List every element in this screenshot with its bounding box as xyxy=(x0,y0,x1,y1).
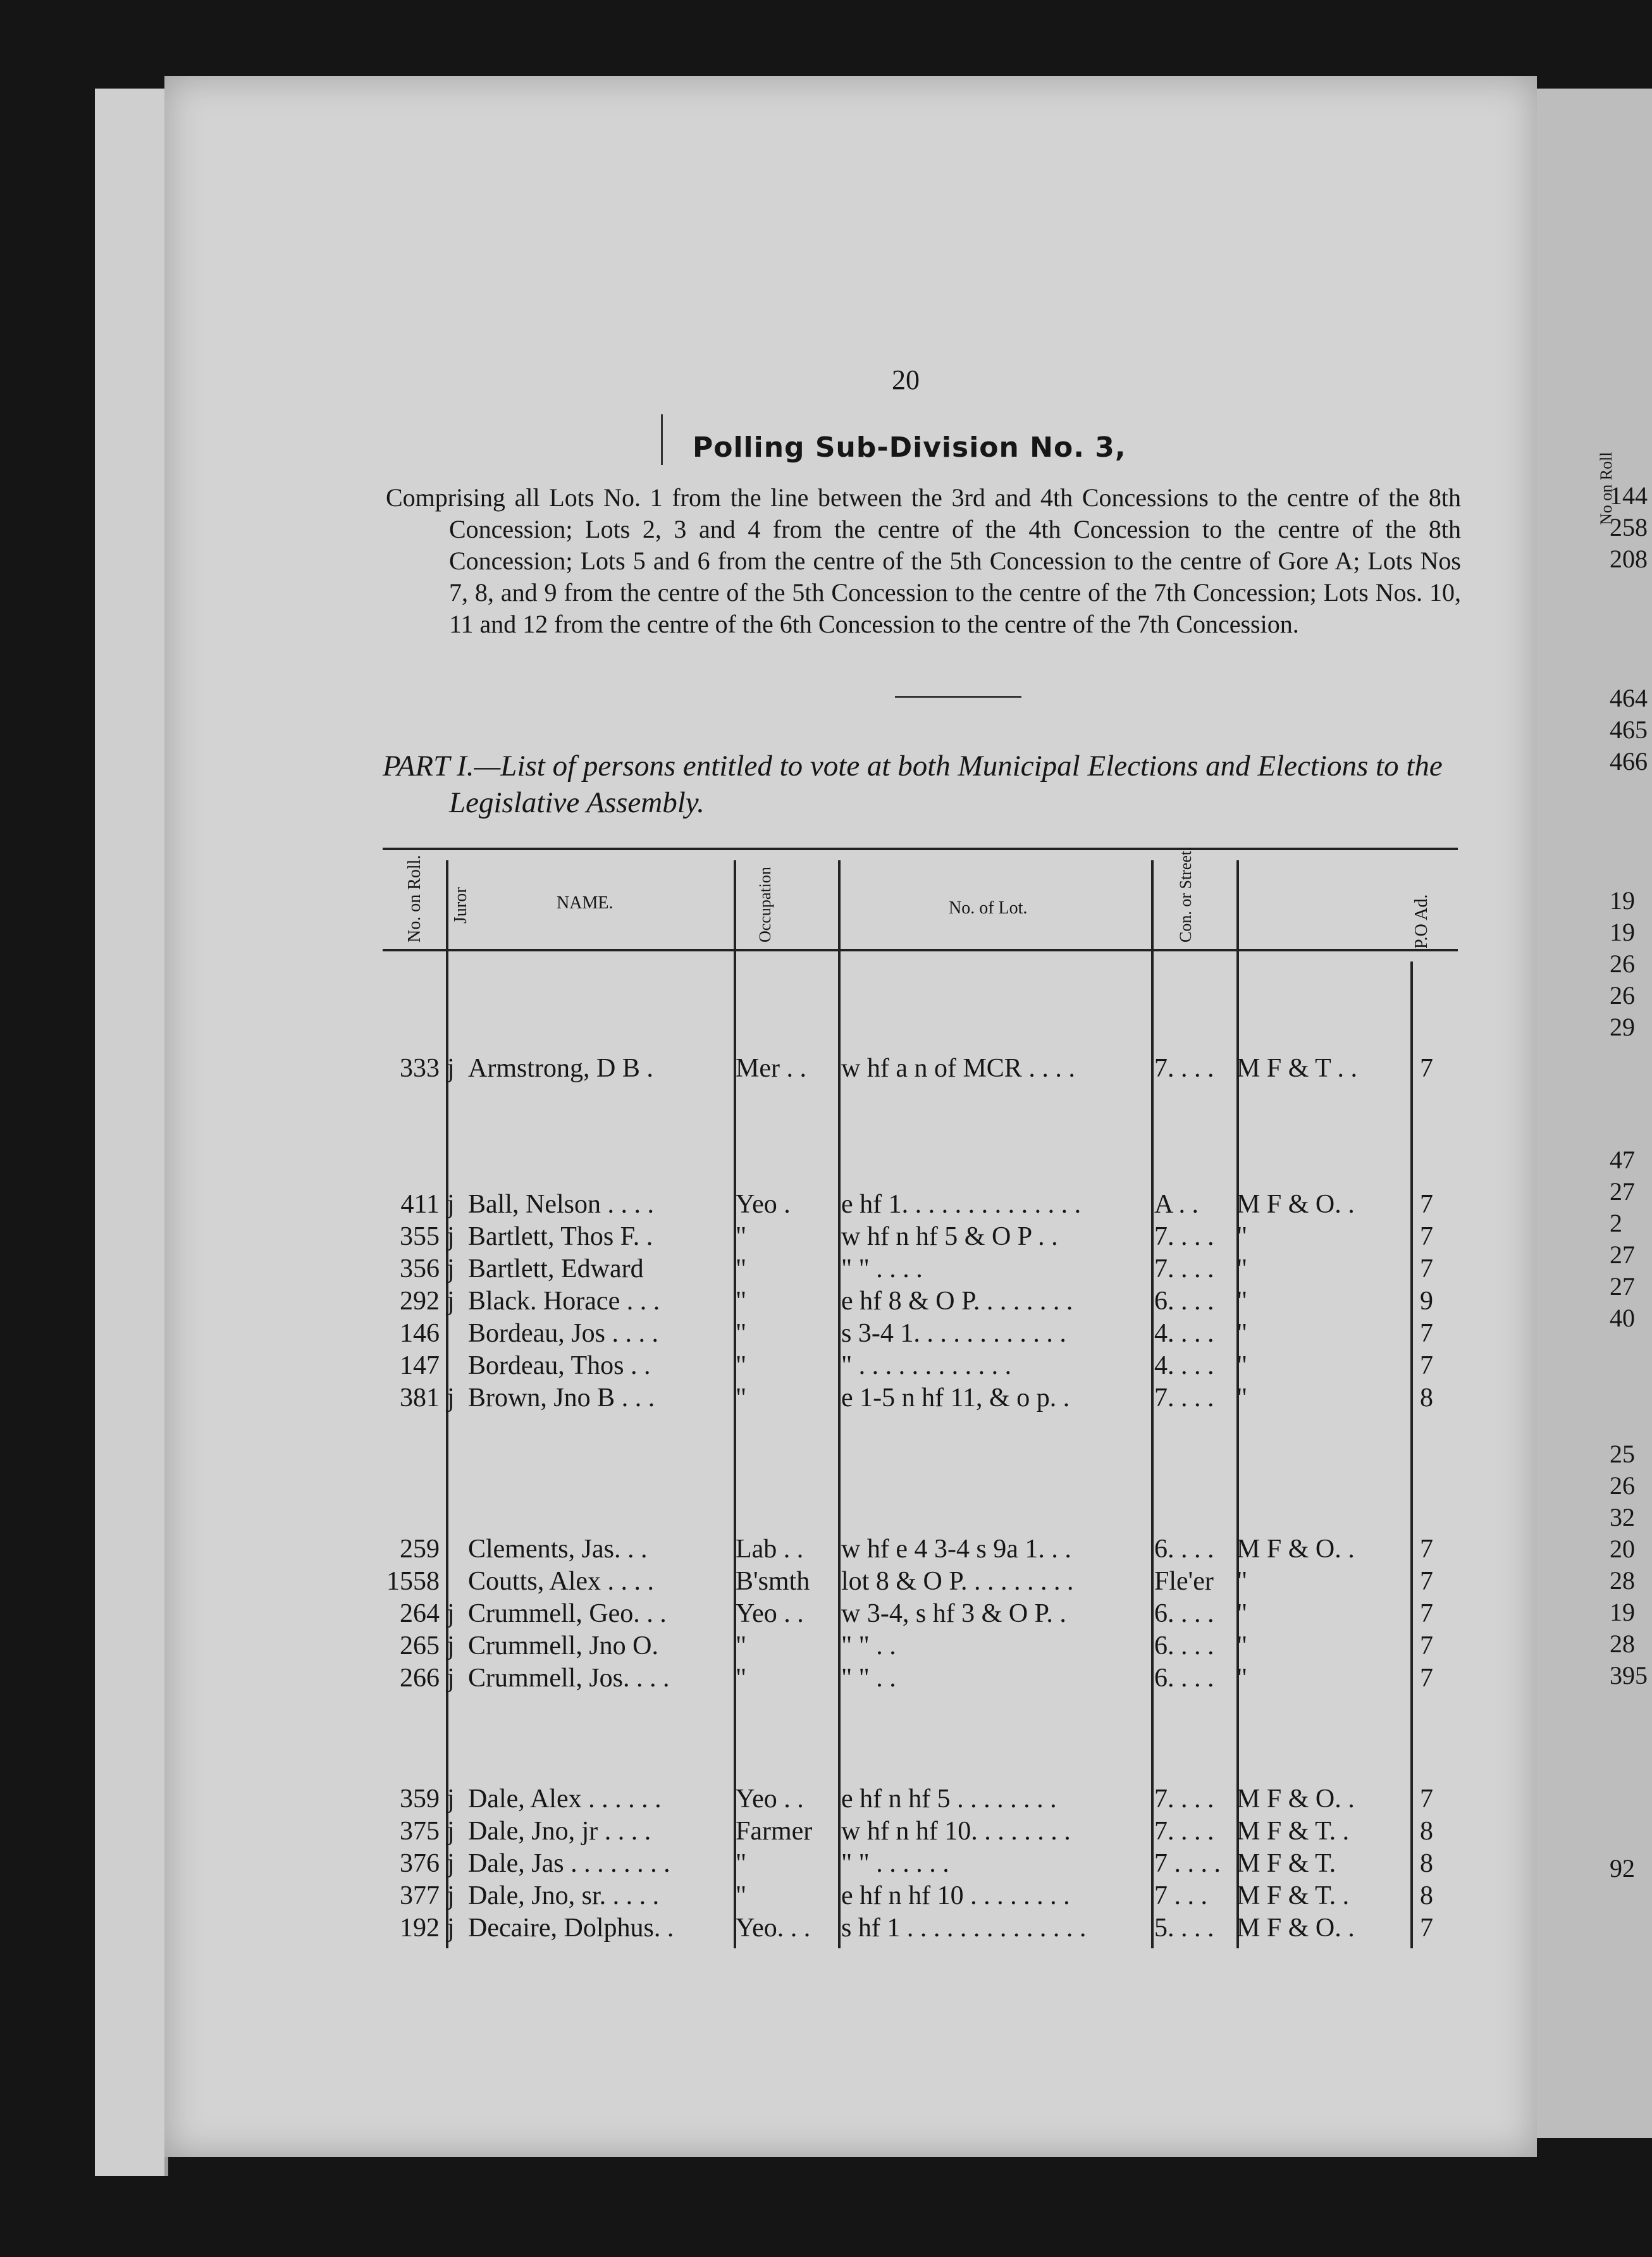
voter-name: Bordeau, Thos . . xyxy=(468,1351,651,1380)
roll-number: 377 xyxy=(400,1881,440,1910)
roll-number: 1558 xyxy=(386,1567,440,1596)
table-row xyxy=(0,1383,1652,1418)
roll-number: 411 xyxy=(400,1190,440,1219)
roll-number: 355 xyxy=(400,1222,440,1251)
voter-name: Bartlett, Edward xyxy=(468,1254,644,1283)
juror-mark: j xyxy=(447,1817,455,1846)
occupation: " xyxy=(736,1881,747,1910)
concession: 6. . . . xyxy=(1154,1599,1214,1628)
lot-number: e 1-5 n hf 11, & o p. . xyxy=(841,1383,1070,1413)
po-address: 7 xyxy=(1420,1599,1433,1628)
lot-number: " " . . . . xyxy=(841,1254,923,1283)
adjacent-number: 28 xyxy=(1610,1629,1635,1658)
occupation: B'smth xyxy=(736,1567,810,1596)
street: M F & O. . xyxy=(1236,1190,1355,1219)
occupation: Lab . . xyxy=(736,1535,804,1564)
header-juror: Juror xyxy=(451,887,471,924)
part-heading xyxy=(383,748,1458,821)
po-address: 7 xyxy=(1420,1254,1433,1283)
table-row xyxy=(0,1848,1652,1884)
voter-name: Black. Horace . . . xyxy=(468,1287,660,1316)
street: " xyxy=(1236,1319,1248,1348)
roll-number: 356 xyxy=(400,1254,440,1283)
adjacent-number: 28 xyxy=(1610,1566,1635,1595)
street: M F & T. . xyxy=(1236,1817,1350,1846)
lot-number: e hf 8 & O P. . . . . . . . xyxy=(841,1287,1073,1316)
header-occupation: Occupation xyxy=(756,867,774,943)
adjacent-number: 47 xyxy=(1610,1146,1635,1174)
roll-number: 292 xyxy=(400,1287,440,1316)
lot-number: w hf n hf 5 & O P . . xyxy=(841,1222,1058,1251)
table-row xyxy=(0,1631,1652,1666)
voter-name: Bartlett, Thos F. . xyxy=(468,1222,653,1251)
adjacent-number: 26 xyxy=(1610,949,1635,978)
margin-mark xyxy=(661,414,663,465)
juror-mark: j xyxy=(447,1849,455,1878)
table-row xyxy=(0,1913,1652,1948)
adjacent-number: 40 xyxy=(1610,1304,1635,1332)
voter-name: Brown, Jno B . . . xyxy=(468,1383,655,1413)
table-top-rule xyxy=(383,848,1458,850)
street: " xyxy=(1236,1383,1248,1413)
occupation: " xyxy=(736,1849,747,1878)
street: M F & O. . xyxy=(1236,1535,1355,1564)
concession: 7. . . . xyxy=(1154,1817,1214,1846)
juror-mark: j xyxy=(447,1287,455,1316)
roll-number: 333 xyxy=(400,1054,440,1083)
juror-mark: j xyxy=(447,1631,455,1660)
juror-mark: j xyxy=(447,1254,455,1283)
table-row xyxy=(0,1221,1652,1257)
adjacent-number: 466 xyxy=(1610,747,1648,776)
concession: 6. . . . xyxy=(1154,1631,1214,1660)
voter-name: Dale, Jno, jr . . . . xyxy=(468,1817,651,1846)
occupation: Yeo . . xyxy=(736,1784,804,1814)
occupation: Yeo . . xyxy=(736,1599,804,1628)
adjacent-number: 25 xyxy=(1610,1440,1635,1468)
occupation: " xyxy=(736,1254,747,1283)
lot-number: lot 8 & O P. . . . . . . . . xyxy=(841,1567,1074,1596)
adjacent-number: 465 xyxy=(1610,715,1648,744)
street: M F & O. . xyxy=(1236,1914,1355,1943)
occupation: " xyxy=(736,1631,747,1660)
concession: 6. . . . xyxy=(1154,1535,1214,1564)
po-address: 7 xyxy=(1420,1222,1433,1251)
concession: 6. . . . xyxy=(1154,1664,1214,1693)
header-roll: No. on Roll. xyxy=(405,855,424,943)
po-address: 8 xyxy=(1420,1881,1433,1910)
description-text: Comprising all Lots No. 1 from the line between the 3rd and 4th Concessions to the centre of the 8th Concession; Lots 2, 3 and 4 from the centre of the 4th Concession to the centre of the 8th Concession; Lots 5 and 6 from the centre of the 5th Concession to the centre of Gore A; Lots Nos 7, 8, and 9 from the centre of the 5th Concession to the centre of the 7th Concession; Lots Nos. 10, 11 and 12 from the centre of the 6th Concession to the centre of the 7th Concession. xyxy=(386,483,1461,638)
po-address: 7 xyxy=(1420,1054,1433,1083)
street: " xyxy=(1236,1567,1248,1596)
adjacent-number: 19 xyxy=(1610,1598,1635,1626)
concession: 7. . . . xyxy=(1154,1054,1214,1083)
roll-number: 375 xyxy=(400,1817,440,1846)
lot-number: e hf n hf 10 . . . . . . . . xyxy=(841,1881,1070,1910)
header-con: Con. or Street. xyxy=(1176,846,1195,943)
street: " xyxy=(1236,1254,1248,1283)
street: " xyxy=(1236,1631,1248,1660)
po-address: 9 xyxy=(1420,1287,1433,1316)
header-lot: No. of Lot. xyxy=(949,898,1028,918)
table-header-rule xyxy=(383,949,1458,951)
voter-name: Ball, Nelson . . . . xyxy=(468,1190,654,1219)
po-address: 7 xyxy=(1420,1351,1433,1380)
roll-number: 264 xyxy=(400,1599,440,1628)
roll-number: 265 xyxy=(400,1631,440,1660)
po-address: 7 xyxy=(1420,1664,1433,1693)
street: " xyxy=(1236,1287,1248,1316)
concession: Fle'er xyxy=(1154,1567,1214,1596)
page-title: Polling Sub-Division No. 3, xyxy=(693,431,1126,464)
po-address: 7 xyxy=(1420,1784,1433,1814)
juror-mark: j xyxy=(447,1664,455,1693)
voter-name: Decaire, Dolphus. . xyxy=(468,1914,674,1943)
po-address: 7 xyxy=(1420,1914,1433,1943)
juror-mark: j xyxy=(447,1599,455,1628)
table-row xyxy=(0,1816,1652,1852)
juror-mark: j xyxy=(447,1881,455,1910)
po-address: 7 xyxy=(1420,1567,1433,1596)
street: " xyxy=(1236,1599,1248,1628)
header-po: P.O Ad. xyxy=(1412,894,1431,949)
occupation: " xyxy=(736,1222,747,1251)
table-row xyxy=(0,1598,1652,1634)
voter-name: Armstrong, D B . xyxy=(468,1054,653,1083)
separator-rule xyxy=(895,696,1021,698)
lot-number: w hf e 4 3-4 s 9a 1. . . xyxy=(841,1535,1071,1564)
occupation: Farmer xyxy=(736,1817,813,1846)
adjacent-number: 20 xyxy=(1610,1535,1635,1563)
concession: 6. . . . xyxy=(1154,1287,1214,1316)
adjacent-number: 26 xyxy=(1610,981,1635,1010)
occupation: " xyxy=(736,1351,747,1380)
roll-number: 259 xyxy=(400,1535,440,1564)
po-address: 8 xyxy=(1420,1817,1433,1846)
voter-name: Crummell, Jos. . . . xyxy=(468,1664,670,1693)
adjacent-number: 395 xyxy=(1610,1661,1648,1690)
lot-number: s 3-4 1. . . . . . . . . . . . xyxy=(841,1319,1066,1348)
juror-mark: j xyxy=(447,1383,455,1413)
juror-mark: j xyxy=(447,1914,455,1943)
adjacent-number: 29 xyxy=(1610,1013,1635,1041)
occupation: " xyxy=(736,1664,747,1693)
voter-name: Dale, Alex . . . . . . xyxy=(468,1784,662,1814)
adjacent-number: 92 xyxy=(1610,1854,1635,1883)
street: M F & T. xyxy=(1236,1849,1336,1878)
lot-number: " " . . xyxy=(841,1631,896,1660)
lot-number: w hf a n of MCR . . . . xyxy=(841,1054,1075,1083)
street: " xyxy=(1236,1664,1248,1693)
adjacent-number: 27 xyxy=(1610,1177,1635,1206)
occupation: " xyxy=(736,1287,747,1316)
table-row xyxy=(0,1286,1652,1321)
voter-name: Bordeau, Jos . . . . xyxy=(468,1319,658,1348)
table-row xyxy=(0,1053,1652,1089)
voter-name: Crummell, Geo. . . xyxy=(468,1599,667,1628)
roll-number: 192 xyxy=(400,1914,440,1943)
roll-number: 146 xyxy=(400,1319,440,1348)
concession: 7 . . . xyxy=(1154,1881,1207,1910)
lot-number: " . . . . . . . . . . . . xyxy=(841,1351,1012,1380)
concession: 7. . . . xyxy=(1154,1784,1214,1814)
street: M F & O. . xyxy=(1236,1784,1355,1814)
occupation: " xyxy=(736,1319,747,1348)
juror-mark: j xyxy=(447,1784,455,1814)
adjacent-number: 19 xyxy=(1610,918,1635,946)
adjacent-number: 144 xyxy=(1610,481,1648,510)
lot-number: " " . . xyxy=(841,1664,896,1693)
roll-number: 376 xyxy=(400,1849,440,1878)
po-address: 7 xyxy=(1420,1319,1433,1348)
juror-mark: j xyxy=(447,1054,455,1083)
roll-number: 266 xyxy=(400,1664,440,1693)
roll-number: 359 xyxy=(400,1784,440,1814)
adjacent-number: 258 xyxy=(1610,513,1648,541)
occupation: " xyxy=(736,1383,747,1413)
concession: 7. . . . xyxy=(1154,1222,1214,1251)
adjacent-number: 19 xyxy=(1610,886,1635,915)
table-row xyxy=(0,1189,1652,1225)
street: " xyxy=(1236,1222,1248,1251)
po-address: 7 xyxy=(1420,1631,1433,1660)
adjacent-number: 2 xyxy=(1610,1209,1622,1237)
voter-name: Dale, Jno, sr. . . . . xyxy=(468,1881,660,1910)
table-row xyxy=(0,1351,1652,1386)
table-row xyxy=(0,1318,1652,1354)
page-number: 20 xyxy=(892,364,920,395)
table-row xyxy=(0,1784,1652,1819)
occupation: Yeo. . . xyxy=(736,1914,811,1943)
header-name: NAME. xyxy=(557,893,613,913)
table-row xyxy=(0,1881,1652,1916)
lot-number: w 3-4, s hf 3 & O P. . xyxy=(841,1599,1066,1628)
street: M F & T . . xyxy=(1236,1054,1358,1083)
concession: 7. . . . xyxy=(1154,1254,1214,1283)
roll-number: 147 xyxy=(400,1351,440,1380)
juror-mark: j xyxy=(447,1190,455,1219)
street: M F & T. . xyxy=(1236,1881,1350,1910)
concession: 4. . . . xyxy=(1154,1351,1214,1380)
part-heading-text: PART I.—List of persons entitled to vote at both Municipal Elections and Elections to the Legislative Assembly. xyxy=(383,750,1443,819)
adjacent-number: 464 xyxy=(1610,684,1648,712)
concession: 4. . . . xyxy=(1154,1319,1214,1348)
lot-number: e hf 1. . . . . . . . . . . . . . xyxy=(841,1190,1082,1219)
adjacent-number: 208 xyxy=(1610,545,1648,573)
po-address: 7 xyxy=(1420,1190,1433,1219)
occupation: Yeo . xyxy=(736,1190,791,1219)
lot-number: e hf n hf 5 . . . . . . . . xyxy=(841,1784,1057,1814)
voter-name: Clements, Jas. . . xyxy=(468,1535,648,1564)
description-paragraph xyxy=(386,482,1461,640)
lot-number: s hf 1 . . . . . . . . . . . . . . xyxy=(841,1914,1087,1943)
concession: 7. . . . xyxy=(1154,1383,1214,1413)
adjacent-number: 27 xyxy=(1610,1272,1635,1301)
adjacent-number: 27 xyxy=(1610,1240,1635,1269)
po-address: 8 xyxy=(1420,1383,1433,1413)
table-row xyxy=(0,1254,1652,1289)
voter-name: Dale, Jas . . . . . . . . xyxy=(468,1849,670,1878)
voter-name: Crummell, Jno O. xyxy=(468,1631,658,1660)
table-row xyxy=(0,1663,1652,1698)
table-row xyxy=(0,1534,1652,1569)
voter-name: Coutts, Alex . . . . xyxy=(468,1567,655,1596)
occupation: Mer . . xyxy=(736,1054,806,1083)
concession: 7 . . . . xyxy=(1154,1849,1221,1878)
lot-number: w hf n hf 10. . . . . . . . xyxy=(841,1817,1071,1846)
street: " xyxy=(1236,1351,1248,1380)
concession: A . . xyxy=(1154,1190,1199,1219)
table-row xyxy=(0,1566,1652,1602)
po-address: 8 xyxy=(1420,1849,1433,1878)
adjacent-number: 26 xyxy=(1610,1471,1635,1500)
concession: 5. . . . xyxy=(1154,1914,1214,1943)
roll-number: 381 xyxy=(400,1383,440,1413)
po-address: 7 xyxy=(1420,1535,1433,1564)
lot-number: " " . . . . . . xyxy=(841,1849,949,1878)
juror-mark: j xyxy=(447,1222,455,1251)
adjacent-header: No on Roll xyxy=(1597,452,1615,525)
adjacent-number: 32 xyxy=(1610,1503,1635,1531)
